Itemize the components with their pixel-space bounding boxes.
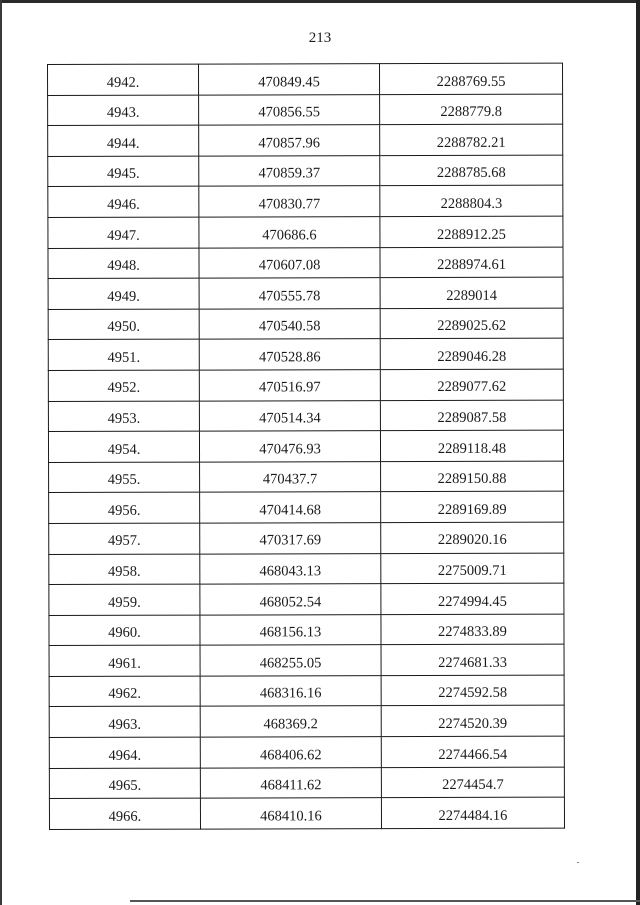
point-number-cell xyxy=(49,523,200,554)
point-number-cell-text: 4946. xyxy=(107,196,140,213)
y-coordinate-cell xyxy=(381,522,564,553)
x-coordinate-cell xyxy=(200,737,381,768)
x-coordinate-cell xyxy=(199,247,380,278)
point-number-cell-text: 4949. xyxy=(107,288,140,305)
x-coordinate-cell-text: 470414.68 xyxy=(259,502,322,519)
y-coordinate-cell xyxy=(380,63,563,94)
x-coordinate-cell-text: 468316.16 xyxy=(259,685,322,702)
x-coordinate-cell-text: 470830.77 xyxy=(258,196,321,213)
x-coordinate-cell xyxy=(199,431,380,462)
x-coordinate-cell-text: 468406.62 xyxy=(259,746,322,764)
scan-edge-left xyxy=(0,0,2,905)
x-coordinate-cell xyxy=(199,370,380,401)
point-number-cell-text: 4955. xyxy=(107,472,141,489)
point-number-cell-text: 4945. xyxy=(106,166,140,183)
point-number-cell xyxy=(49,584,200,615)
y-coordinate-cell xyxy=(380,247,563,278)
x-coordinate-cell-text: 470857.96 xyxy=(258,135,321,152)
y-coordinate-cell-text: 2288974.61 xyxy=(437,256,506,274)
x-coordinate-cell xyxy=(199,400,380,431)
point-number-cell-text: 4951. xyxy=(107,349,141,366)
table-row xyxy=(49,767,564,799)
point-number-cell xyxy=(48,401,199,432)
point-number-cell xyxy=(49,462,200,493)
scan-edge-bottom xyxy=(130,900,640,902)
x-coordinate-cell-text: 470528.86 xyxy=(258,349,321,366)
x-coordinate-cell xyxy=(199,125,380,156)
x-coordinate-cell xyxy=(199,339,380,370)
y-coordinate-cell-text: 2274833.89 xyxy=(438,624,507,641)
table-row xyxy=(48,400,563,432)
table-row xyxy=(48,247,563,279)
y-coordinate-cell xyxy=(381,583,564,614)
point-number-cell-text: 4960. xyxy=(108,624,141,642)
x-coordinate-cell-text: 470555.78 xyxy=(258,287,321,305)
x-coordinate-cell xyxy=(200,767,381,798)
x-coordinate-cell xyxy=(200,614,381,645)
x-coordinate-cell-text: 468043.13 xyxy=(259,563,322,580)
point-number-cell-text: 4958. xyxy=(107,563,141,580)
point-number-cell xyxy=(49,676,200,707)
y-coordinate-cell-text: 2274592.58 xyxy=(438,685,508,702)
y-coordinate-cell xyxy=(380,216,563,247)
point-number-cell xyxy=(48,309,199,340)
y-coordinate-cell xyxy=(380,430,563,461)
table-row xyxy=(48,124,563,156)
table-row xyxy=(48,94,563,126)
point-number-cell xyxy=(48,156,199,187)
point-number-cell-text: 4959. xyxy=(108,594,141,611)
table-row xyxy=(49,522,564,554)
y-coordinate-cell-text: 2289169.89 xyxy=(437,501,507,518)
point-number-cell xyxy=(48,339,199,370)
point-number-cell-text: 4948. xyxy=(107,257,140,274)
point-number-cell xyxy=(49,798,200,829)
point-number-cell xyxy=(48,217,199,248)
x-coordinate-cell xyxy=(199,217,380,248)
x-coordinate-cell xyxy=(199,308,380,339)
table-row xyxy=(48,155,563,187)
point-number-cell xyxy=(48,186,199,217)
y-coordinate-cell xyxy=(381,461,564,492)
x-coordinate-cell xyxy=(200,645,381,676)
table-row xyxy=(49,797,564,829)
y-coordinate-cell xyxy=(380,338,563,369)
y-coordinate-cell xyxy=(380,124,563,155)
x-coordinate-cell-text: 470476.93 xyxy=(259,440,321,458)
x-coordinate-cell xyxy=(199,155,380,186)
y-coordinate-cell xyxy=(380,277,563,308)
y-coordinate-cell-text: 2274681.33 xyxy=(438,654,508,671)
x-coordinate-cell-text: 470686.6 xyxy=(262,226,317,243)
y-coordinate-cell xyxy=(380,308,563,339)
table-row xyxy=(49,644,564,676)
y-coordinate-cell xyxy=(381,644,564,675)
x-coordinate-cell xyxy=(200,706,381,737)
table-row xyxy=(48,369,563,401)
point-number-cell xyxy=(49,737,200,768)
y-coordinate-cell-text: 2288785.68 xyxy=(436,165,506,182)
x-coordinate-cell-text: 470856.55 xyxy=(258,104,320,121)
point-number-cell xyxy=(49,615,200,646)
coordinate-table xyxy=(47,63,565,830)
point-number-cell-text: 4956. xyxy=(107,502,141,519)
point-number-cell-text: 4952. xyxy=(107,380,141,397)
y-coordinate-cell xyxy=(381,491,564,522)
scan-edge-right xyxy=(636,0,640,905)
y-coordinate-cell-text: 2274466.54 xyxy=(438,746,508,763)
point-number-cell xyxy=(49,554,200,585)
y-coordinate-cell-text: 2289020.16 xyxy=(437,532,507,549)
point-number-cell-text: 4957. xyxy=(107,533,141,550)
table-row xyxy=(48,216,563,248)
x-coordinate-cell-text: 470437.7 xyxy=(262,471,318,488)
table-row xyxy=(49,706,564,738)
x-coordinate-cell-text: 470859.37 xyxy=(258,165,321,182)
y-coordinate-cell-text: 2288769.55 xyxy=(436,73,506,90)
x-coordinate-cell xyxy=(200,553,381,584)
table-row xyxy=(49,461,564,493)
point-number-cell-text: 4965. xyxy=(108,777,142,795)
y-coordinate-cell-text: 2288804.3 xyxy=(440,195,503,212)
x-coordinate-cell-text: 468255.05 xyxy=(259,655,322,672)
x-coordinate-cell xyxy=(200,523,381,554)
x-coordinate-cell xyxy=(200,676,381,707)
y-coordinate-cell-text: 2289025.62 xyxy=(437,318,507,335)
y-coordinate-cell-text: 2274454.7 xyxy=(442,777,504,794)
table-row xyxy=(49,583,564,615)
table-row xyxy=(48,338,563,370)
y-coordinate-cell-text: 2274994.45 xyxy=(437,593,507,610)
coordinate-table-body xyxy=(48,63,565,829)
point-number-cell-text: 4950. xyxy=(107,319,141,336)
y-coordinate-cell-text: 2288912.25 xyxy=(436,226,506,243)
y-coordinate-cell-text: 2288779.8 xyxy=(440,103,502,121)
point-number-cell xyxy=(48,95,199,126)
y-coordinate-cell xyxy=(381,797,564,828)
y-coordinate-cell xyxy=(381,736,564,767)
scan-speck xyxy=(577,862,579,863)
y-coordinate-cell xyxy=(380,155,563,186)
y-coordinate-cell xyxy=(380,369,563,400)
y-coordinate-cell-text: 2289046.28 xyxy=(437,348,507,365)
x-coordinate-cell-text: 468410.16 xyxy=(260,808,322,825)
y-coordinate-cell-text: 2274520.39 xyxy=(438,715,508,732)
table-row xyxy=(48,277,563,309)
table-row xyxy=(48,308,563,340)
point-number-cell xyxy=(49,492,200,523)
scan-edge-top xyxy=(0,0,640,3)
table-row xyxy=(48,430,563,462)
point-number-cell xyxy=(48,431,199,462)
point-number-cell xyxy=(49,707,200,738)
y-coordinate-cell-text: 2289150.88 xyxy=(437,471,507,488)
x-coordinate-cell xyxy=(200,461,381,492)
x-coordinate-cell xyxy=(200,798,381,829)
x-coordinate-cell xyxy=(199,186,380,217)
y-coordinate-cell-text: 2288782.21 xyxy=(436,134,506,151)
point-number-cell-text: 4962. xyxy=(108,686,141,703)
table-row xyxy=(48,63,563,95)
table-row xyxy=(49,614,564,646)
table-row xyxy=(49,675,564,707)
y-coordinate-cell xyxy=(380,400,563,431)
table-row xyxy=(49,553,564,585)
y-coordinate-cell-text: 2275009.71 xyxy=(437,562,507,580)
point-number-cell-text: 4963. xyxy=(108,716,142,733)
x-coordinate-cell-text: 470317.69 xyxy=(259,532,322,549)
y-coordinate-cell xyxy=(380,94,563,125)
x-coordinate-cell-text: 468411.62 xyxy=(260,777,322,794)
x-coordinate-cell-text: 470849.45 xyxy=(258,73,320,90)
coordinate-table-container xyxy=(47,63,561,830)
x-coordinate-cell-text: 470514.34 xyxy=(259,410,321,427)
y-coordinate-cell-text: 2289014 xyxy=(446,287,498,304)
point-number-cell-text: 4944. xyxy=(106,135,140,152)
point-number-cell xyxy=(49,768,200,799)
point-number-cell-text: 4966. xyxy=(108,808,142,825)
table-row xyxy=(49,736,564,768)
y-coordinate-cell xyxy=(381,706,564,737)
point-number-cell-text: 4953. xyxy=(107,410,141,427)
x-coordinate-cell xyxy=(199,278,380,309)
y-coordinate-cell-text: 2289118.48 xyxy=(437,440,507,457)
x-coordinate-cell xyxy=(199,94,380,125)
point-number-cell-text: 4943. xyxy=(106,104,140,121)
table-row xyxy=(48,186,563,218)
x-coordinate-cell-text: 470516.97 xyxy=(259,379,321,396)
y-coordinate-cell xyxy=(381,614,564,645)
x-coordinate-cell-text: 470607.08 xyxy=(258,257,321,274)
x-coordinate-cell-text: 468369.2 xyxy=(263,716,318,733)
y-coordinate-cell-text: 2289077.62 xyxy=(437,379,507,396)
x-coordinate-cell-text: 468052.54 xyxy=(259,593,322,611)
y-coordinate-cell-text: 2289087.58 xyxy=(437,409,507,427)
y-coordinate-cell xyxy=(381,553,564,584)
point-number-cell xyxy=(49,645,200,676)
point-number-cell xyxy=(48,278,199,309)
y-coordinate-cell xyxy=(380,186,563,217)
page-number: 213 xyxy=(308,30,332,46)
point-number-cell xyxy=(48,64,199,95)
y-coordinate-cell xyxy=(381,767,564,798)
point-number-cell xyxy=(48,248,199,279)
point-number-cell xyxy=(48,370,199,401)
point-number-cell-text: 4947. xyxy=(107,227,140,244)
point-number-cell xyxy=(48,125,199,156)
x-coordinate-cell-text: 468156.13 xyxy=(259,624,322,641)
y-coordinate-cell-text: 2274484.16 xyxy=(438,807,508,824)
y-coordinate-cell xyxy=(381,675,564,706)
x-coordinate-cell xyxy=(199,64,380,95)
point-number-cell-text: 4961. xyxy=(108,655,141,672)
x-coordinate-cell xyxy=(200,584,381,615)
table-row xyxy=(49,491,564,523)
point-number-cell-text: 4964. xyxy=(108,747,142,764)
point-number-cell-text: 4954. xyxy=(107,441,141,458)
x-coordinate-cell-text: 470540.58 xyxy=(258,318,321,335)
x-coordinate-cell xyxy=(200,492,381,523)
point-number-cell-text: 4942. xyxy=(106,74,140,91)
